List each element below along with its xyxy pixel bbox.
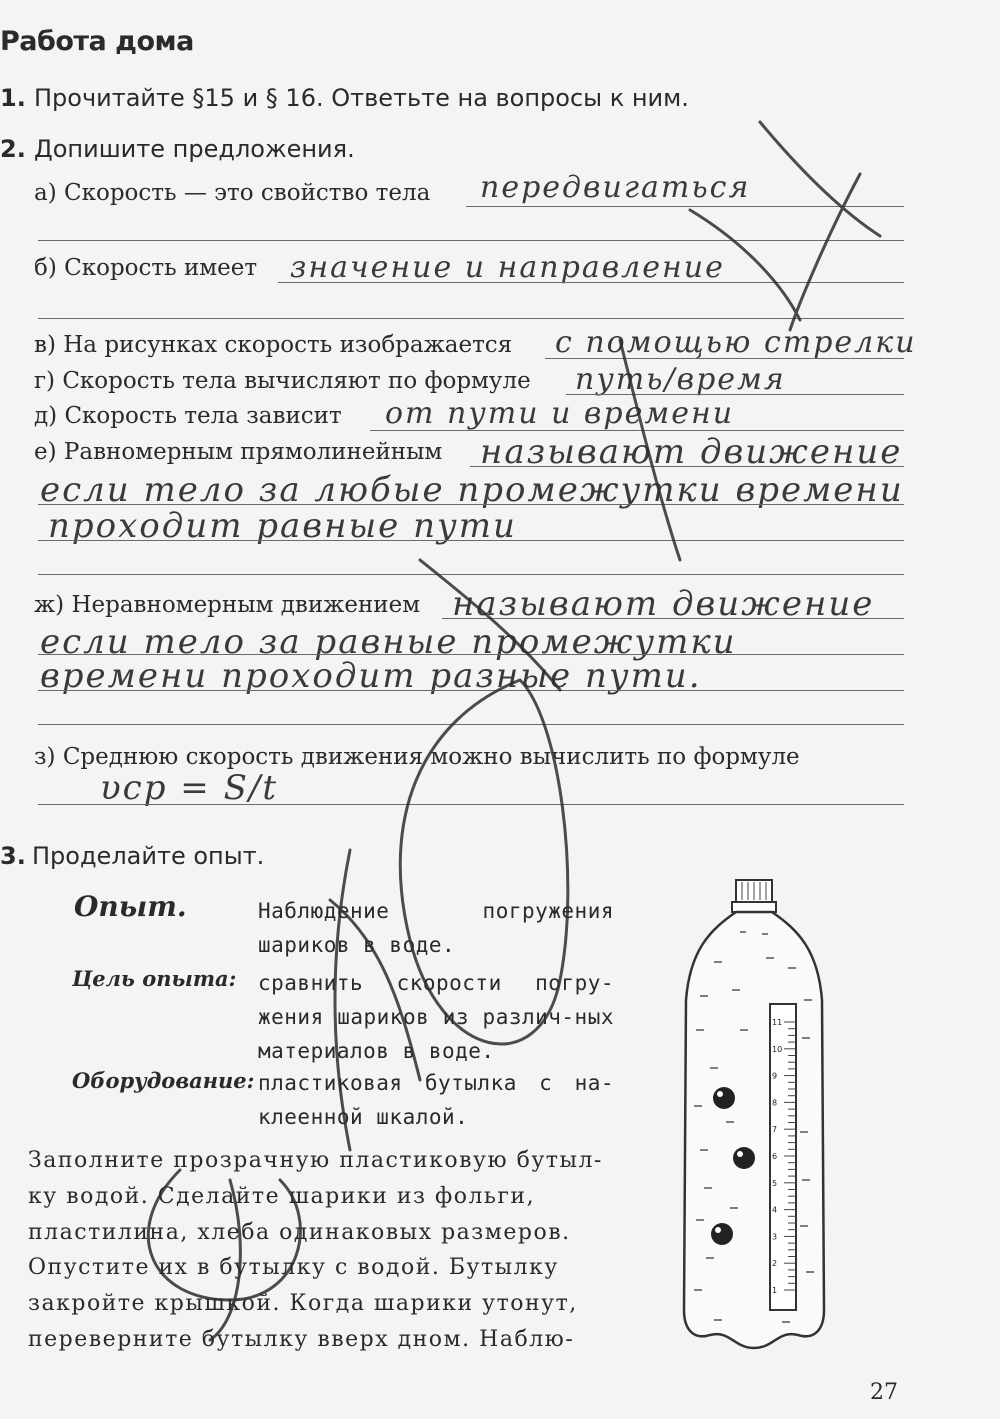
item-zh-answer-line-1: называют движение — [452, 584, 875, 624]
task-1-text: Прочитайте §15 и § 16. Ответьте на вопросы к ним. — [34, 84, 689, 112]
task-2-number: 2. — [0, 135, 26, 163]
item-z-prompt: з) Среднюю скорость движения можно вычислить по формуле — [34, 744, 800, 770]
goal-text: сравнить скорости погру-жения шариков из различ-ных материалов в воде. — [258, 971, 614, 1063]
pen-stroke — [620, 340, 680, 560]
instruction-line: Опустите их в бутылку с водой. Бутылку — [28, 1255, 559, 1281]
item-e-answer-line-2: если тело за любые промежутки времени — [40, 470, 904, 510]
letter-stroke — [335, 850, 350, 1150]
scale-label: 11 — [772, 1018, 783, 1027]
letter-stroke — [210, 1180, 240, 1340]
task-3-text: Проделайте опыт. — [32, 842, 265, 870]
checkmark-stroke — [790, 174, 860, 330]
item-d-prompt: д) Скорость тела зависит — [34, 403, 342, 429]
item-v-answer: с помощью стрелки — [555, 325, 917, 360]
task-1-number: 1. — [0, 84, 26, 112]
scale-label: 3 — [772, 1232, 778, 1242]
task-2-text: Допишите предложения. — [34, 135, 355, 163]
pen-stroke — [690, 210, 800, 320]
checkmark-stroke — [760, 122, 880, 236]
experiment-label: Опыт. — [74, 890, 187, 923]
goal-label: Цель опыта: — [72, 966, 237, 991]
item-a-answer: передвигаться — [480, 170, 751, 205]
scale-label: 6 — [772, 1152, 778, 1161]
item-zh-prompt: ж) Неравномерным движением — [34, 592, 421, 618]
item-b-answer: значение и направление — [290, 250, 725, 285]
equipment-label: Оборудование: — [72, 1068, 255, 1093]
instruction-line: переверните бутылку вверх дном. Наблю- — [28, 1326, 575, 1352]
instruction-line: ку водой. Сделайте шарики из фольги, — [28, 1183, 536, 1209]
experiment-text: Наблюдение погружения шариков в воде. — [258, 899, 614, 957]
scale-label: 1 — [772, 1286, 778, 1295]
page-number: 27 — [870, 1380, 898, 1405]
item-z-answer: υср = S/t — [100, 768, 278, 808]
instruction-line: закройте крышкой. Когда шарики утонут, — [28, 1291, 578, 1317]
item-v-prompt: в) На рисунках скорость изображается — [34, 332, 513, 358]
item-e-prompt: е) Равномерным прямолинейным — [34, 439, 443, 465]
instruction-line: пластилина, хлеба одинаковых размеров. — [28, 1219, 571, 1245]
scale-label: 7 — [772, 1125, 778, 1135]
item-e-answer-line-3: проходит равные пути — [48, 506, 517, 546]
equipment-text: пластиковая бутылка с на-клеенной шкалой. — [258, 1071, 614, 1129]
item-b-prompt: б) Скорость имеет — [34, 255, 258, 281]
scale-label: 8 — [772, 1098, 778, 1108]
scale-label: 10 — [772, 1044, 783, 1054]
instruction-line: Заполните прозрачную пластиковую бутыл- — [28, 1148, 603, 1173]
pen-stroke — [420, 560, 560, 690]
letter-o-stroke — [400, 680, 568, 1044]
letter-stroke — [148, 1170, 300, 1300]
item-a-prompt: а) Скорость — это свойство тела — [34, 180, 431, 206]
item-e-answer-line-1: называют движение — [480, 432, 903, 472]
item-zh-answer-line-2: если тело за равные промежутки — [40, 622, 737, 662]
scale-label: 4 — [772, 1205, 778, 1215]
section-title: Работа дома — [0, 26, 194, 57]
scale-label: 9 — [772, 1071, 778, 1081]
task-3-number: 3. — [0, 842, 26, 870]
scale-label: 5 — [772, 1178, 778, 1188]
item-g-answer: путь/время — [575, 362, 786, 397]
item-d-answer: от пути и времени — [385, 396, 735, 431]
item-zh-answer-line-3: времени проходит разные пути. — [40, 656, 702, 696]
item-g-prompt: г) Скорость тела вычисляют по формуле — [34, 368, 531, 394]
scale-label: 2 — [772, 1259, 778, 1269]
